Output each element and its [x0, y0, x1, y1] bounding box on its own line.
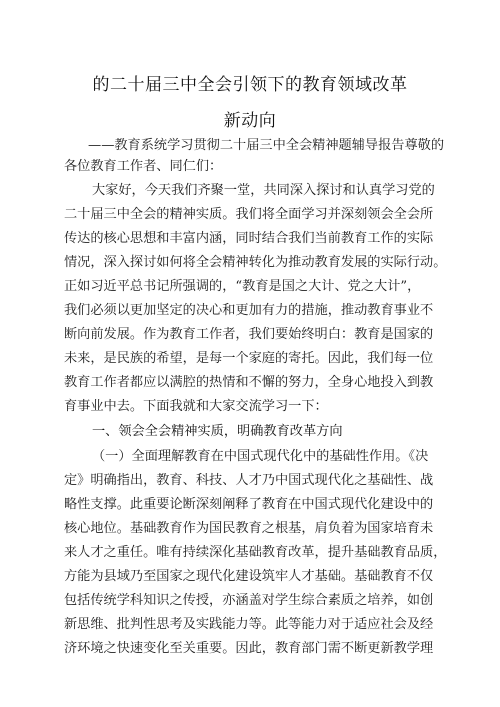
paragraph-line: 传达的核心思想和丰富内涵，同时结合我们当前教育工作的实际 [64, 231, 434, 246]
document-title-line-2: 新动向 [223, 111, 277, 131]
document-subtitle: ——教育系统学习贯彻二十届三中全会精神题辅导报告尊敬的 [88, 138, 445, 153]
paragraph-line: 二十届三中全会的精神实质。我们将全面学习并深刻领会全会所 [64, 207, 434, 222]
paragraph-line: 大家好，今天我们齐聚一堂，共同深入探讨和认真学习党的 [92, 183, 435, 198]
greeting: 各位教育工作者、同仁们： [64, 159, 223, 174]
paragraph-line: 包括传统学科知识之传授，亦涵盖对学生综合素质之培养，如创 [64, 593, 434, 608]
section-heading: 一、领会全会精神实质，明确教育改革方向 [92, 424, 343, 439]
paragraph-line: 正如习近平总书记所强调的，“教育是国之大计、党之大计”， [64, 279, 421, 294]
paragraph-line: 我们必须以更加坚定的决心和更加有力的措施，推动教育事业不 [64, 303, 434, 318]
paragraph-line: （一）全面理解教育在中国式现代化中的基础性作用。《决 [92, 449, 429, 464]
paragraph-line: 定》明确指出，教育、科技、人才乃中国式现代化之基础性、战 [64, 473, 434, 488]
paragraph-line: 核心地位。基础教育作为国民教育之根基，肩负着为国家培育未 [64, 521, 434, 536]
paragraph-line: 方能为县域乃至国家之现代化建设筑牢人才基础。基础教育不仅 [64, 569, 434, 584]
paragraph-line: 略性支撑。此重要论断深刻阐释了教育在中国式现代化建设中的 [64, 497, 434, 512]
paragraph-line: 济环境之快速变化至关重要。因此，教育部门需不断更新教学理 [64, 641, 434, 656]
paragraph-line: 情况，深入探讨如何将全会精神转化为推动教育发展的实际行动。 [64, 255, 447, 270]
paragraph-line: 育事业中去。下面我就和大家交流学习一下： [64, 399, 328, 414]
paragraph-line: 来人才之重任。唯有持续深化基础教育改革，提升基础教育品质， [64, 545, 447, 560]
paragraph-line: 教育工作者都应以满腔的热情和不懈的努力，全身心地投入到教 [64, 375, 434, 390]
paragraph-line: 未来，是民族的希望，是每一个家庭的寄托。因此，我们每一位 [64, 351, 434, 366]
paragraph-line: 新思维、批判性思考及实践能力等。此等能力对于适应社会及经 [64, 617, 434, 632]
document-title-line-1: 的二十届三中全会引领下的教育领域改革 [92, 75, 408, 95]
paragraph-line: 断向前发展。作为教育工作者，我们要始终明白：教育是国家的 [64, 327, 434, 342]
